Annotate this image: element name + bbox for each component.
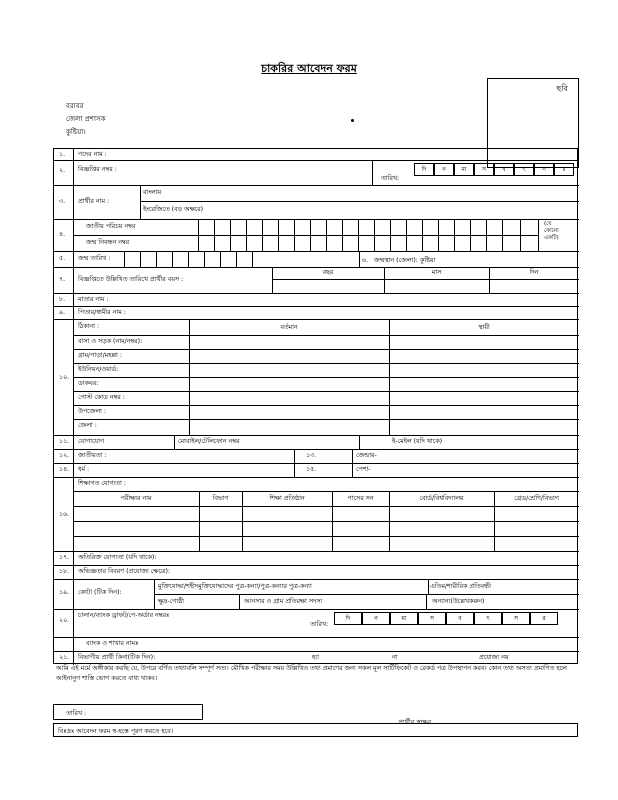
- challan-date-cell[interactable]: ব: [446, 612, 474, 625]
- serial: ২১.: [59, 654, 70, 661]
- challan-label: চালান/ব্যাংক ড্রাফট/পে-অর্ডার নম্বরঃ: [78, 612, 170, 619]
- quota-label: কোটা (টিক দিন):: [78, 589, 122, 596]
- note-text: বিঃদ্রঃ আবেদন ফরম স্ব-হস্তে পূরণ করতে হবে।: [58, 728, 173, 735]
- quota-option: আনসার ও গ্রাম প্রতিরক্ষা সদস্য: [244, 598, 323, 605]
- age-month: মাস: [431, 269, 442, 276]
- serial: ২০.: [59, 617, 70, 624]
- address-label: ঠিকানা :: [78, 323, 100, 330]
- serial: ৩.: [59, 198, 66, 205]
- present-address-head: বর্তমান: [280, 324, 298, 331]
- serial: ১৩.: [306, 452, 317, 459]
- quota-option: মুক্তিযোদ্ধা/শহীদমুক্তিযোদ্ধাদের পুত্র-কন্যা/পুত্র-কন্যার পুত্র-কন্যা: [158, 583, 312, 590]
- permanent-address-head: স্থায়ী: [478, 324, 490, 331]
- gender-label: জেন্ডার-: [356, 452, 377, 459]
- serial: ৮.: [59, 296, 66, 303]
- serial: ৫.: [59, 255, 66, 262]
- option-yes: হ্যা: [312, 654, 319, 661]
- date-label: তারিখ:: [381, 175, 400, 182]
- nationality-label: জাতীয়তা :: [78, 452, 107, 459]
- serial: ১৭.: [59, 554, 70, 561]
- address-row: গ্রাম/পাড়া/মহল্লা :: [78, 352, 122, 359]
- date-cell[interactable]: দি: [414, 163, 434, 176]
- challan-date-cell[interactable]: মা: [390, 612, 418, 625]
- option-na: প্রযোজ্য নয়: [479, 654, 509, 661]
- mobile-label: মোবাইল/টেলিফোন নম্বর: [178, 438, 240, 445]
- post-name-label: পদের নাম :: [78, 151, 107, 158]
- date-cell[interactable]: স: [474, 163, 494, 176]
- religion-label: ধর্ম :: [78, 466, 90, 473]
- age-label: বিজ্ঞপ্তিতে উল্লিখিত তারিখে প্রার্থীর বয়স :: [78, 276, 184, 283]
- father-label: পিতার/স্বামীর নাম :: [78, 309, 126, 316]
- challan-date-cell[interactable]: স: [502, 612, 530, 625]
- challan-date-cell[interactable]: দি: [334, 612, 362, 625]
- signature-label: প্রার্থীর স্বাক্ষর: [398, 718, 432, 726]
- date-cell[interactable]: র: [554, 163, 574, 176]
- name-bangla-label: বাংলায়: [143, 189, 162, 196]
- address-row: উপজেলা :: [78, 408, 106, 415]
- bottom-date-label: তারিখ :: [66, 710, 87, 717]
- application-form: [53, 148, 578, 664]
- serial: ৪.: [59, 231, 66, 238]
- quota-option: অন্যান্য(উল্লেখকরুন): [432, 598, 485, 605]
- note-box: [53, 723, 578, 737]
- experience-label: অভিজ্ঞতার বিবরণ (প্রযোজ্য ক্ষেত্রে):: [78, 568, 171, 575]
- form-title: চাকরির আবেদন ফরম: [261, 62, 357, 75]
- bottom-date-box[interactable]: [53, 704, 203, 720]
- birthplace-label: জন্মস্থান (জেলা): কুষ্টিয়া: [374, 257, 436, 264]
- departmental-label: বিভাগীয় প্রার্থী কিনা(টিক দিন):: [78, 654, 156, 661]
- serial: ১৪.: [59, 466, 70, 473]
- extra-qualification-label: অতিরিক্ত যোগ্যতা (যদি থাকে):: [78, 554, 157, 561]
- date-cell[interactable]: ন: [434, 163, 454, 176]
- serial: ১২.: [59, 452, 70, 459]
- challan-date-cell[interactable]: র: [530, 612, 558, 625]
- addressee-line: বরাবর: [66, 102, 84, 110]
- quota-option: ক্ষুদ্র-গোষ্ঠী: [158, 598, 184, 605]
- photo-label: ছবি: [556, 84, 568, 93]
- date-cell[interactable]: মা: [454, 163, 474, 176]
- edu-col-head: বিভাগ: [212, 495, 229, 502]
- dob-label: জন্ম তারিখ :: [78, 255, 111, 262]
- serial: ১০.: [59, 374, 70, 381]
- serial: ৬.: [362, 257, 369, 264]
- challan-date-cell[interactable]: স: [418, 612, 446, 625]
- age-day: দিন: [529, 269, 539, 276]
- age-year: বছর: [322, 269, 334, 276]
- nid-note: (যে কোনো একটি): [544, 221, 559, 241]
- serial: ১১.: [59, 438, 70, 445]
- edu-col-head: গ্রেড/শ্রেণি/বিভাগ: [514, 495, 559, 502]
- edu-col-head: পরীক্ষার নাম: [120, 495, 152, 502]
- name-english-label: ইংরেজিতে (বড় অক্ষরে): [143, 206, 204, 213]
- addressee-line: জেলা প্রশাসক: [66, 115, 106, 123]
- edu-col-head: বোর্ড/বিশ্ববিদ্যালয়: [419, 495, 464, 502]
- email-label: ই-মেইল (যদি থাকে): [392, 438, 443, 445]
- date-cell[interactable]: স: [534, 163, 554, 176]
- mother-label: মাতার নাম :: [78, 296, 109, 303]
- ink-dot: [351, 119, 354, 122]
- address-row: জেলা :: [78, 422, 97, 429]
- nid-label: জাতীয় পরিচয় নম্বর: [86, 223, 136, 230]
- education-label: শিক্ষাগত যোগ্যতা :: [78, 480, 126, 487]
- serial: ১৬.: [59, 511, 70, 518]
- addressee-line: কুষ্টিয়া।: [66, 128, 86, 136]
- addressee: [66, 100, 106, 139]
- edu-col-head: শিক্ষা প্রতিষ্ঠান: [269, 495, 305, 502]
- address-row: ডাকঘর:: [78, 380, 99, 387]
- occupation-label: পেশা-: [356, 466, 371, 473]
- serial: ৭.: [59, 276, 66, 283]
- advert-no-label: বিজ্ঞপ্তির নম্বর :: [78, 166, 117, 173]
- challan-date-label: তারিখ:: [310, 621, 329, 628]
- date-cell[interactable]: ৎ: [514, 163, 534, 176]
- bank-label: ব্যাংক ও শাখার নামঃ: [86, 640, 139, 647]
- serial: ১৯.: [59, 589, 70, 596]
- edu-col-head: পাসের সন: [347, 495, 374, 502]
- applicant-name-label: প্রার্থীর নাম :: [78, 198, 110, 205]
- serial: ১৫.: [306, 466, 317, 473]
- option-no: না: [392, 654, 398, 661]
- address-row: ইউনিয়ন/ওয়ার্ড:: [78, 366, 119, 373]
- serial: ১.: [59, 151, 66, 158]
- contact-label: যোগাযোগ: [78, 438, 105, 445]
- challan-date-cell[interactable]: ৎ: [474, 612, 502, 625]
- quota-option: এতিম/শারীরিক প্রতিবন্ধী: [430, 583, 491, 590]
- birth-reg-label: জন্ম নিবন্ধন নম্বর: [86, 239, 130, 246]
- serial: ২.: [59, 167, 66, 174]
- date-cell[interactable]: ব: [494, 163, 514, 176]
- challan-date-cell[interactable]: ন: [362, 612, 390, 625]
- address-row: বাসা ও সড়ক (নাম/নম্বর):: [78, 338, 143, 345]
- declaration: আমি এই মর্মে অঙ্গীকার করছি যে, উপরে বর্ণিত তথ্যাবলি সম্পূর্ণ সত্য। মৌখিক পরীক্ষার সময় উল্লিখিত তথ্য প্রমাণের জন্য সকল মূল সার্টিফিকেট ও রেকর্ড পত্র উপস্থাপন করব। কোন তথ্য অসত্য প্রমাণিত হলে আইনানুগ শাস্তি ভোগ করতে বাধ্য থাকব।: [56, 665, 567, 682]
- address-row: পোস্ট কোড নম্বর :: [78, 394, 125, 401]
- serial: ৯.: [59, 309, 66, 316]
- serial: ১৮.: [59, 568, 70, 575]
